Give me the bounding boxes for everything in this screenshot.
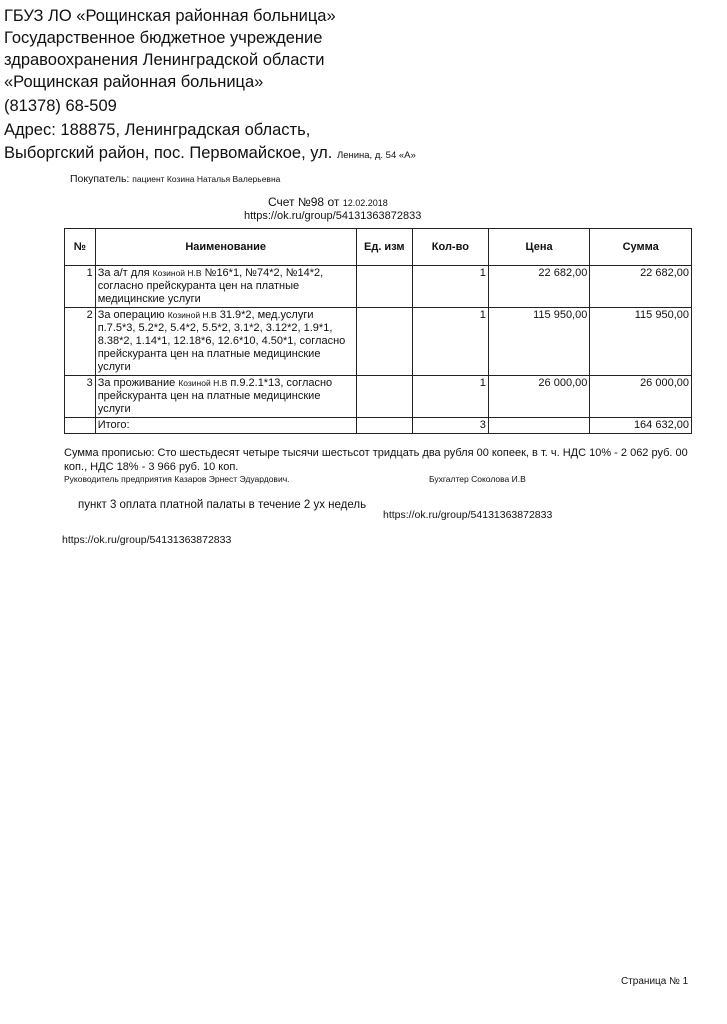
header-num: № (65, 229, 96, 266)
row-unit (356, 376, 412, 418)
header-qty: Кол-во (412, 229, 488, 266)
row-sum: 115 950,00 (590, 308, 692, 376)
row-qty: 1 (412, 266, 488, 308)
org-address-line1: Адрес: 188875, Ленинградская область, (4, 121, 311, 139)
org-address-street: Ленина, д. 54 «А» (336, 150, 416, 161)
table-total-row (65, 418, 692, 434)
row-patient: Козиной Н.В (178, 378, 228, 388)
row-price: 22 682,00 (488, 266, 590, 308)
row-patient: Козиной Н.В (167, 310, 217, 320)
invoice-title (268, 195, 388, 209)
row-name-post: №16*1, №74*2, №14*2, согласно прейскуранта цен на платные медицинские услуги (97, 267, 324, 305)
accountant-signature: Бухгалтер Соколова И.В (429, 474, 526, 484)
row-num: 1 (65, 266, 96, 308)
row-name (95, 376, 356, 418)
org-short-name: ГБУЗ ЛО «Рощинская районная больница» (4, 7, 336, 25)
total-sum: 164 632,00 (590, 418, 692, 434)
buyer-label: Покупатель: (70, 173, 130, 185)
row-num: 2 (65, 308, 96, 376)
invoice-url: https://ok.ru/group/54131363872833 (244, 210, 422, 222)
total-price (488, 418, 590, 434)
org-phone: (81378) 68-509 (4, 97, 117, 115)
row-unit (356, 266, 412, 308)
header-unit: Ед. изм (356, 229, 412, 266)
row-qty: 1 (412, 376, 488, 418)
group-url-right: https://ok.ru/group/54131363872833 (383, 509, 553, 521)
payment-note: пункт 3 оплата платной палаты в течение 2 ух недель (78, 499, 367, 511)
row-price: 26 000,00 (488, 376, 590, 418)
table-row (65, 376, 692, 418)
row-name-post: п.9.2.1*13, согласно прейскуранта цен на платные медицинские услуги (97, 377, 333, 415)
row-patient: Козиной Н.В (152, 268, 202, 278)
total-qty: 3 (412, 418, 488, 434)
org-department: здравоохранения Ленинградской области (4, 51, 325, 69)
total-label: Итого: (95, 418, 356, 434)
row-sum: 22 682,00 (590, 266, 692, 308)
page-number: Страница № 1 (621, 976, 689, 987)
table-row (65, 266, 692, 308)
row-name-pre: За проживание (97, 377, 176, 389)
header-price: Цена (488, 229, 590, 266)
row-price: 115 950,00 (488, 308, 590, 376)
director-signature: Руководитель предприятия Казаров Эрнест Эдуардович. (64, 474, 290, 484)
invoice-number: Счет №98 от (268, 195, 340, 209)
row-num: 3 (65, 376, 96, 418)
org-type: Государственное бюджетное учреждение (4, 29, 323, 47)
org-address-line2 (4, 143, 416, 166)
row-name-post: 31.9*2, мед.услуги п.7.5*3, 5.2*2, 5.4*2, 5.5*2, 3.1*2, 3.12*2, 1.9*1, 8.38*2, 1.14*1, 12.18*6, 12.6*10, 4.50*1, согласно прейскуранта цен на платные медицинские услуги (97, 309, 346, 373)
total-unit (356, 418, 412, 434)
row-sum: 26 000,00 (590, 376, 692, 418)
row-qty: 1 (412, 308, 488, 376)
row-name-pre: За а/т для (97, 267, 150, 279)
invoice-table (64, 228, 692, 434)
row-name (95, 266, 356, 308)
buyer-line (70, 173, 280, 185)
group-url-left: https://ok.ru/group/54131363872833 (62, 534, 232, 546)
buyer-value: пациент Козина Наталья Валерьевна (132, 174, 281, 184)
table-header-row (65, 229, 692, 266)
header-name: Наименование (95, 229, 356, 266)
row-unit (356, 308, 412, 376)
total-num (65, 418, 96, 434)
org-full-name: «Рощинская районная больница» (4, 73, 264, 91)
row-name-pre: За операцию (97, 309, 165, 321)
row-name (95, 308, 356, 376)
table-row (65, 308, 692, 376)
header-sum: Сумма (590, 229, 692, 266)
org-address-main: Выборгский район, пос. Первомайское, ул. (4, 144, 333, 162)
invoice-date: 12.02.2018 (342, 198, 388, 208)
amount-in-words: Сумма прописью: Сто шестьдесят четыре тысячи шестьсот тридцать два рубля 00 копеек, в т. ч. НДС 10% - 2 062 руб. 00 коп., НДС 18% - 3 966 руб. 10 коп. (64, 447, 688, 473)
